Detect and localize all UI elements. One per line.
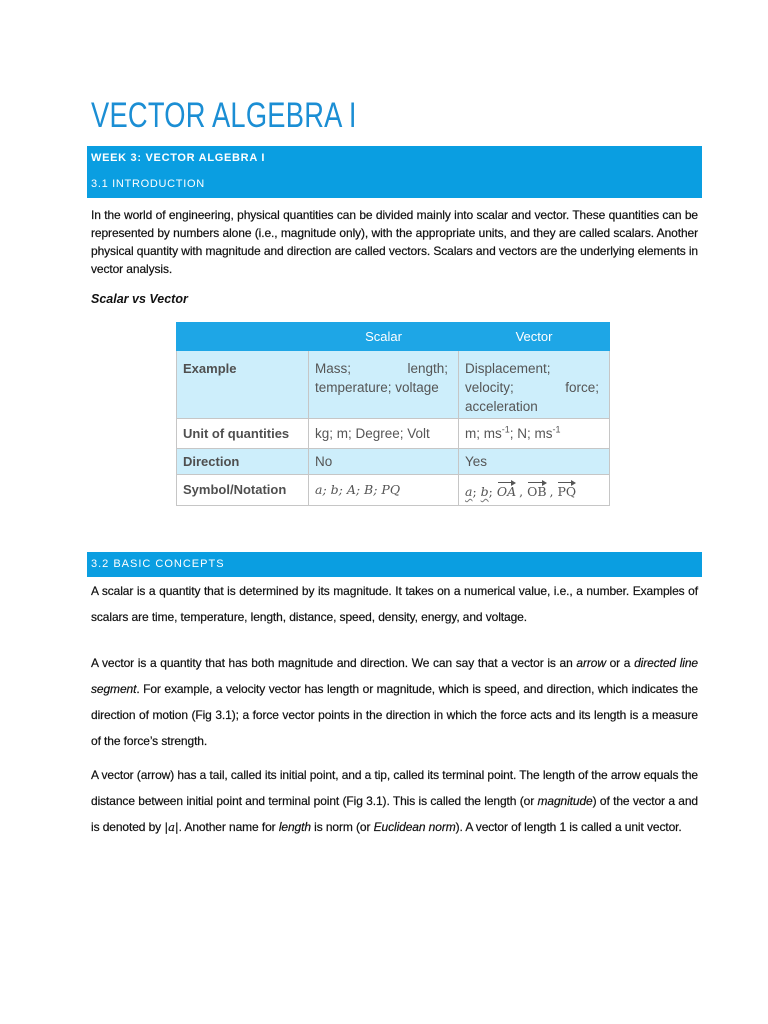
table-row-notation (177, 475, 610, 506)
notation-separator: , (519, 484, 528, 499)
week-heading: WEEK 3: VECTOR ALGEBRA I (91, 152, 266, 164)
page-title-text: VECTOR ALGEBRA I (91, 96, 357, 135)
emphasis-text: magnitude (537, 794, 593, 808)
header-cell-vector: Vector (459, 323, 610, 351)
table-row-units (177, 419, 610, 449)
vector-oa-arrow-symbol: OA (497, 479, 516, 500)
chapter-header-bar (87, 146, 702, 198)
header-cell-scalar: Scalar (309, 323, 459, 351)
cell-direction-scalar: No (309, 449, 459, 475)
row-label-example: Example (177, 351, 309, 419)
table-row-direction (177, 449, 610, 475)
emphasis-text: arrow (576, 656, 606, 670)
paragraph-text: ). A vector of length 1 is called a unit vector. (455, 820, 682, 834)
section-heading-introduction: 3.1 INTRODUCTION (91, 178, 205, 190)
paragraph-text: . Another name for (178, 820, 279, 834)
units-vector-text-1: m; ms (465, 425, 502, 441)
paragraph-text: A vector (arrow) has a tail, called its initial point, and a tip, called its terminal point. The length of the arrow equals the distance between initial point and terminal point (Fig 3.1). This is called the length (or (91, 768, 698, 808)
page-content (87, 0, 702, 840)
vector-b-symbol: b (480, 484, 489, 499)
table-row-example (177, 351, 610, 419)
row-label-notation: Symbol/Notation (177, 475, 309, 506)
header-cell-blank (177, 323, 309, 351)
intro-paragraph: In the world of engineering, physical quantities can be divided mainly into scalar and vector. These quantities can be represented by numbers alone (i.e., magnitude only), with the appropriate units, and they are called scalars. Another physical quantity with magnitude and direction are called vectors. Scalars and vectors are the underlying elements in vector analysis. (91, 208, 698, 276)
notation-separator: ; (488, 484, 497, 499)
page-title (91, 96, 702, 136)
paragraph-text: is norm (or (310, 820, 374, 834)
row-label-units: Unit of quantities (177, 419, 309, 449)
cell-example-vector: Displacement; velocity; force; acceleration (459, 351, 610, 419)
row-label-direction: Direction (177, 449, 309, 475)
notation-separator: ; (472, 484, 481, 499)
table-header-row (177, 323, 610, 351)
emphasis-text: Euclidean norm (373, 820, 456, 834)
cell-direction-vector: Yes (459, 449, 610, 475)
cell-example-scalar: Mass; length; temperature; voltage (309, 351, 459, 419)
scalar-vs-vector-table (176, 322, 610, 506)
units-vector-text-2: ; N; ms (509, 425, 553, 441)
vector-definition-paragraph (91, 650, 698, 754)
cell-units-vector (459, 419, 610, 449)
magnitude-notation: |a| (164, 820, 179, 834)
scalar-definition-paragraph: A scalar is a quantity that is determined by its magnitude. It takes on a numerical value, i.e., a number. Examples of scalars are time, temperature, length, distance, speed, density, energy, and voltage. (91, 584, 698, 624)
notation-separator: , (549, 484, 558, 499)
emphasis-text: length (278, 820, 311, 834)
cell-notation-scalar: a; b; A; B; PQ (309, 475, 459, 506)
vector-a-symbol: a (465, 484, 473, 499)
paragraph-text: ) of the vector a and is denoted by (91, 794, 698, 834)
paragraph-text: A vector is a quantity that has both magnitude and direction. We can say that a vector is an (91, 656, 577, 670)
section-heading-basic-concepts: 3.2 BASIC CONCEPTS (87, 552, 702, 577)
vector-ob-arrow-symbol: OB (527, 479, 546, 500)
table-caption: Scalar vs Vector (91, 292, 188, 306)
paragraph-text: . For example, a velocity vector has length or magnitude, which is speed, and direction, which indicates the direction of motion (Fig 3.1); a force vector points in the direction in which the force acts and its length is a measure of the force’s strength. (91, 682, 698, 748)
vector-pq-arrow-symbol: PQ (557, 479, 576, 500)
cell-units-scalar: kg; m; Degree; Volt (309, 419, 459, 449)
units-vector-exponent-2: -1 (552, 424, 561, 434)
vector-arrow-paragraph (91, 762, 698, 840)
paragraph-text: or a (605, 656, 635, 670)
emphasis-text: directed line segment (91, 656, 699, 696)
units-vector-exponent-1: -1 (501, 424, 510, 434)
cell-notation-vector (459, 475, 610, 506)
